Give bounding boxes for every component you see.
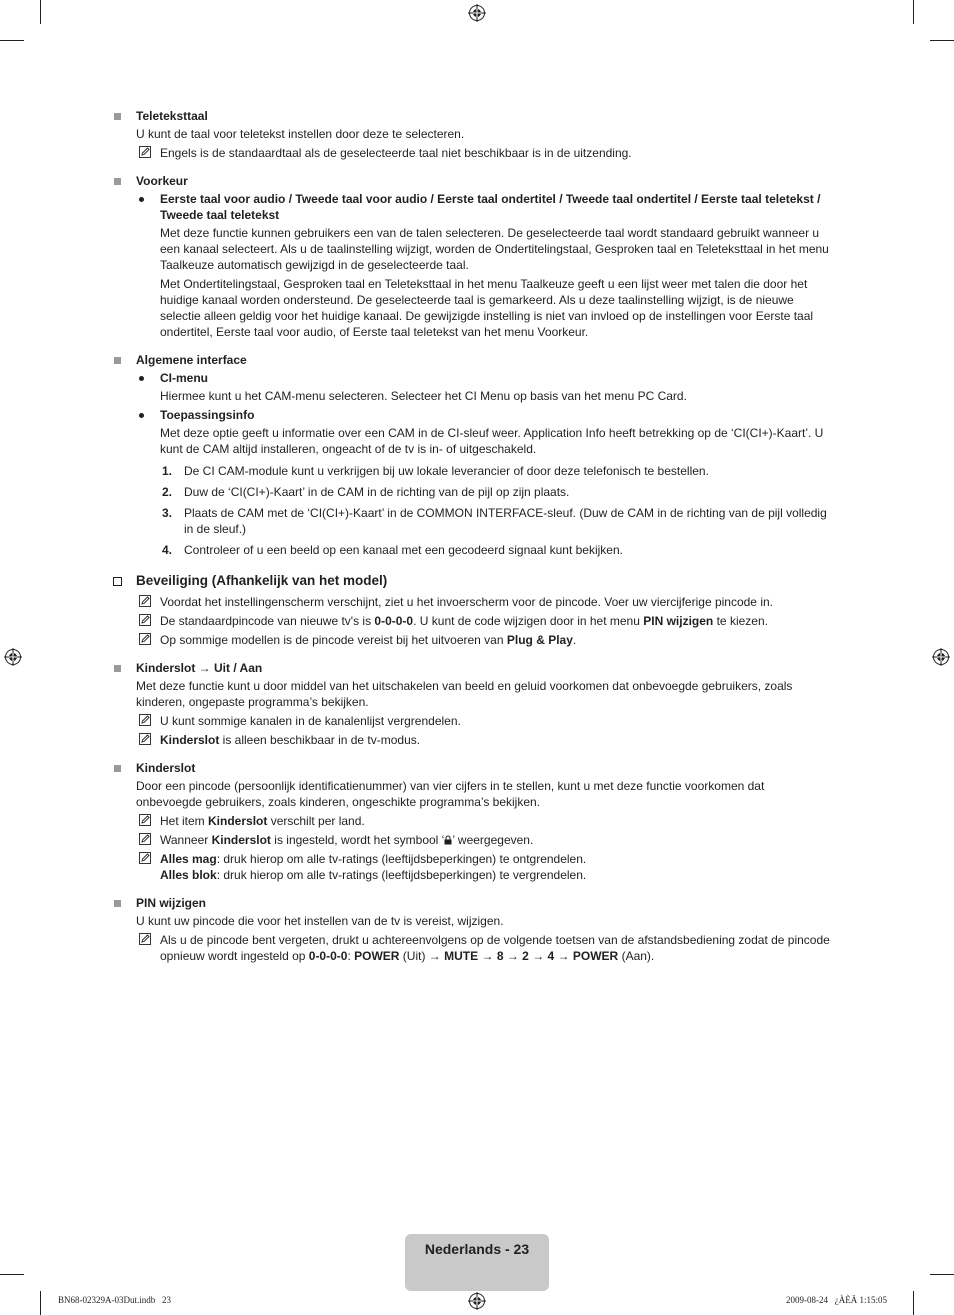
page-number-label: Nederlands - 23 bbox=[424, 1241, 530, 1257]
numbered-step bbox=[112, 542, 847, 558]
crop-mark bbox=[913, 0, 914, 24]
square-bullet-icon bbox=[114, 765, 121, 772]
note-pencil-icon bbox=[139, 814, 151, 826]
crop-mark bbox=[40, 0, 41, 24]
note: De standaardpincode van nieuwe tv's is 0-0-0-0. U kunt de code wijzigen door in het menu PIN wijzigen te kiezen. bbox=[112, 613, 847, 629]
bullet-title: Toepassingsinfo bbox=[160, 408, 255, 422]
bullet-dot-icon bbox=[139, 376, 144, 381]
note-pencil-icon bbox=[139, 933, 151, 945]
registration-mark-icon bbox=[468, 4, 486, 22]
section-heading-kinderslot-uit-aan bbox=[112, 660, 847, 676]
registration-mark-icon bbox=[932, 648, 950, 666]
step-number: 3. bbox=[162, 506, 173, 520]
page-content bbox=[112, 108, 847, 967]
paragraph: U kunt uw pincode die voor het instellen van de tv is vereist, wijzigen. bbox=[136, 914, 504, 928]
bullet-item bbox=[112, 370, 847, 386]
heading-text: Algemene interface bbox=[136, 353, 247, 367]
note bbox=[112, 145, 847, 161]
bullet-dot-icon bbox=[139, 197, 144, 202]
numbered-step bbox=[112, 463, 847, 479]
step-text: in de sleuf.) bbox=[184, 522, 247, 536]
step-text: De CI CAM-module kunt u verkrijgen bij uw lokale leverancier of door deze telefonisch te bestellen. bbox=[184, 464, 709, 478]
section-heading-pin-wijzigen bbox=[112, 895, 847, 911]
square-bullet-icon bbox=[114, 113, 121, 120]
square-bullet-icon bbox=[114, 357, 121, 364]
note: Het item Kinderslot verschilt per land. bbox=[112, 813, 847, 829]
print-slug-left: BN68-02329A-03Dut.indb 23 bbox=[58, 1295, 171, 1305]
square-bullet-icon bbox=[114, 900, 121, 907]
crop-mark bbox=[930, 40, 954, 41]
paragraph: Met deze optie geeft u informatie over een CAM in de CI-sleuf weer. Application Info heeft betrekking op de ‘CI(CI+)-Kaart’. U kunt de CAM altijd installeren, ongeacht of de tv is in- of uitgeschakeld. bbox=[160, 426, 824, 456]
bullet-line: Tweede taal teletekst bbox=[160, 208, 280, 222]
registration-mark-icon bbox=[468, 1292, 486, 1310]
square-bullet-icon bbox=[114, 178, 121, 185]
section-heading-teleteksttaal bbox=[112, 108, 847, 124]
square-bullet-icon bbox=[114, 665, 121, 672]
crop-mark bbox=[913, 1291, 914, 1315]
note: Als u de pincode bent vergeten, drukt u achtereenvolgens op de volgende toetsen van de afstandsbediening zodat de pincode opnieuw wordt ingesteld op 0-0-0-0: POWER (Uit) → MUTE → 8 → 2 → 4 → POWER (Aan). bbox=[112, 932, 847, 964]
step-text: Duw de ‘CI(CI+)-Kaart’ in de CAM in de richting van de pijl op zijn plaats. bbox=[184, 485, 570, 499]
note: Kinderslot is alleen beschikbaar in de tv-modus. bbox=[112, 732, 847, 748]
heading-text: Kinderslot bbox=[136, 761, 196, 775]
note-pencil-icon bbox=[139, 852, 151, 864]
note-text: U kunt sommige kanalen in de kanalenlijst vergrendelen. bbox=[160, 714, 461, 728]
section-heading-algemene-interface bbox=[112, 352, 847, 368]
note-pencil-icon bbox=[139, 146, 151, 158]
note: Op sommige modellen is de pincode vereist bij het uitvoeren van Plug & Play. bbox=[112, 632, 847, 648]
note-pencil-icon bbox=[139, 633, 151, 645]
section-title-text: Beveiliging (Afhankelijk van het model) bbox=[136, 573, 388, 588]
crop-mark bbox=[40, 1291, 41, 1315]
note-pencil-icon bbox=[139, 833, 151, 845]
note: Wanneer Kinderslot is ingesteld, wordt het symbool ‘ ’ weergegeven. bbox=[112, 832, 847, 848]
crop-mark bbox=[930, 1274, 954, 1275]
step-number: 4. bbox=[162, 543, 173, 557]
note-pencil-icon bbox=[139, 733, 151, 745]
step-text: Controleer of u een beeld op een kanaal met een gecodeerd signaal kunt bekijken. bbox=[184, 543, 623, 557]
bullet-dot-icon bbox=[139, 413, 144, 418]
crop-mark bbox=[0, 40, 24, 41]
bullet-line: Eerste taal voor audio / Tweede taal voor audio / Eerste taal ondertitel / Tweede taal ondertitel / Eerste taal teletekst / bbox=[160, 192, 821, 206]
bullet-title: CI-menu bbox=[160, 371, 208, 385]
heading-text: Kinderslot → Uit / Aan bbox=[136, 661, 263, 675]
note-text: Engels is de standaardtaal als de geselecteerde taal niet beschikbaar is in de uitzending. bbox=[160, 146, 632, 160]
paragraph: Met deze functie kunt u door middel van het uitschakelen van beeld en geluid voorkomen dat onbevoegde gebruikers, zoals kinderen, ongepaste programma’s bekijken. bbox=[136, 679, 793, 709]
crop-mark bbox=[0, 1274, 24, 1275]
bullet-item bbox=[112, 407, 847, 423]
paragraph: Hiermee kunt u het CAM-menu selecteren. Selecteer het CI Menu op basis van het menu PC Card. bbox=[160, 389, 687, 403]
note-pencil-icon bbox=[139, 714, 151, 726]
section-heading-kinderslot bbox=[112, 760, 847, 776]
section-title-beveiliging bbox=[112, 572, 847, 590]
step-number: 2. bbox=[162, 485, 173, 499]
heading-text: Voorkeur bbox=[136, 174, 188, 188]
note bbox=[112, 713, 847, 729]
checkbox-icon bbox=[113, 577, 122, 586]
heading-text: PIN wijzigen bbox=[136, 896, 207, 910]
step-number: 1. bbox=[162, 464, 173, 478]
bullet-item bbox=[112, 191, 847, 223]
note bbox=[112, 594, 847, 610]
step-text: Plaats de CAM met de ‘CI(CI+)-Kaart’ in de COMMON INTERFACE-sleuf. (Duw de CAM in de richting van de pijl volledig bbox=[184, 506, 827, 520]
print-slug-right: 2009-08-24 ¿ÀÈÄ 1:15:05 bbox=[786, 1295, 887, 1305]
numbered-step bbox=[112, 484, 847, 500]
note: Alles mag: druk hierop om alle tv-ratings (leeftijdsbeperkingen) te ontgrendelen. Alles blok: druk hierop om alle tv-ratings (leeftijdsbeperkingen) te vergrendelen. bbox=[112, 851, 847, 883]
paragraph: Door een pincode (persoonlijk identificatienummer) van vier cijfers in te stellen, kunt u met deze functie voorkomen dat onbevoegde gebruikers, zoals kinderen, ongeschikte programma’s bekijken. bbox=[136, 779, 765, 809]
section-heading-voorkeur bbox=[112, 173, 847, 189]
note-text: Voordat het instellingenscherm verschijnt, ziet u het invoerscherm voor de pincode. Voer uw viercijferige pincode in. bbox=[160, 595, 773, 609]
paragraph: Met deze functie kunnen gebruikers een van de talen selecteren. De geselecteerde taal wordt standaard gebruikt wanneer u een kanaal selecteert. Als u de taalinstelling wijzigt, worden de Ondertitelingstaal, Gesproken taal en Teleteksttaal in het menu Taalkeuze automatisch gewijzigd in de geselecteerde taal. bbox=[160, 226, 829, 272]
paragraph: Met Ondertitelingstaal, Gesproken taal en Teleteksttaal in het menu Taalkeuze geeft u een lijst weer met talen die door het huidige kanaal worden ondersteund. De geselecteerde taal is gemarkeerd. Als u deze taalinstelling wijzigt, is de nieuwe selectie alleen geldig voor het huidige kanaal. De gewijzigde instelling is niet van invloed op de instellingen voor Eerste taal ondertitel, Eerste taal voor audio, of Eerste taal teletekst van het menu Voorkeur. bbox=[160, 277, 814, 339]
heading-text: Teleteksttaal bbox=[136, 109, 208, 123]
numbered-step bbox=[112, 505, 847, 537]
paragraph: U kunt de taal voor teletekst instellen door deze te selecteren. bbox=[136, 127, 465, 141]
registration-mark-icon bbox=[4, 648, 22, 666]
note-pencil-icon bbox=[139, 595, 151, 607]
note-pencil-icon bbox=[139, 614, 151, 626]
